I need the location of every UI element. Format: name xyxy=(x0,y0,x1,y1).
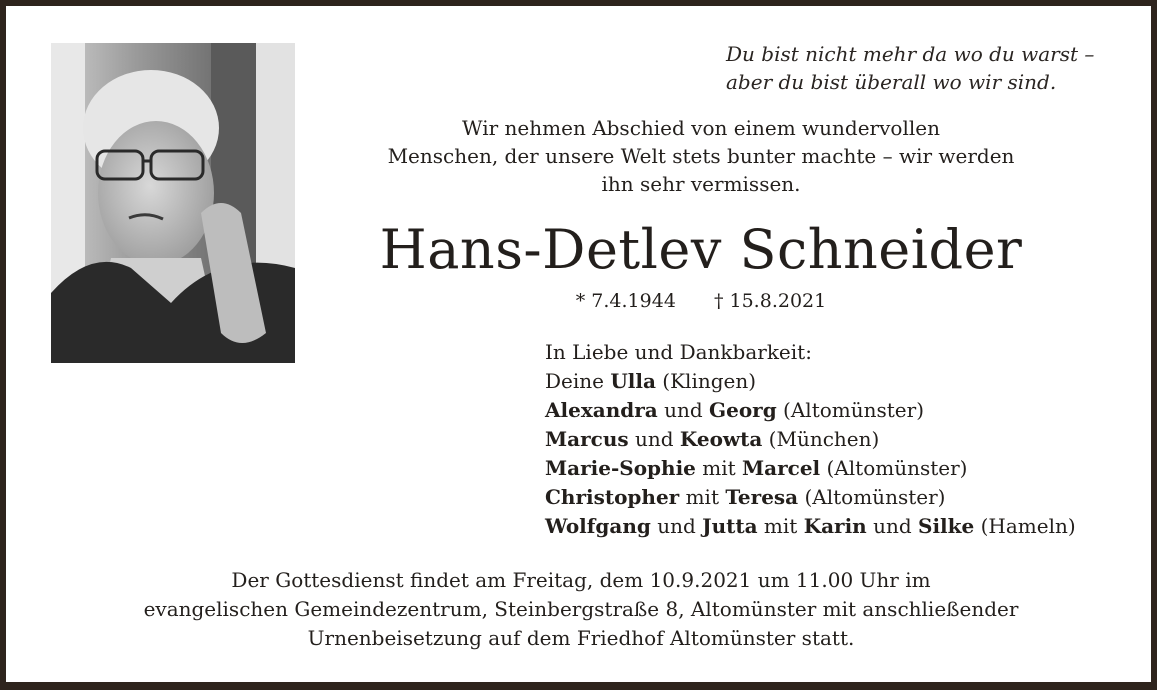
mourner-name: Marcel xyxy=(742,456,821,480)
farewell-line: Menschen, der unsere Welt stets bunter machte – wir werden xyxy=(387,144,1015,168)
mourner-name: Jutta xyxy=(702,514,758,538)
farewell-line: Wir nehmen Abschied von einem wundervollen xyxy=(462,116,940,140)
service-info xyxy=(66,566,1096,653)
service-line: Urnenbeisetzung auf dem Friedhof Altomünster statt. xyxy=(307,626,855,650)
mourner-name: Wolfgang xyxy=(545,514,651,538)
mourner-name: Silke xyxy=(918,514,975,538)
mourner-row: Deine Ulla (Klingen) xyxy=(545,369,757,393)
memorial-quote xyxy=(726,40,1094,96)
quote-line: aber du bist überall wo wir sind. xyxy=(726,70,1057,94)
mourner-name: Christopher xyxy=(545,485,680,509)
mourner-name: Ulla xyxy=(610,369,656,393)
farewell-text xyxy=(346,114,1056,198)
service-line: evangelischen Gemeindezentrum, Steinbergstraße 8, Altomünster mit anschließender xyxy=(143,597,1019,621)
life-dates xyxy=(306,287,1096,315)
mourner-row: Marie-Sophie mit Marcel (Altomünster) xyxy=(545,456,968,480)
birth-date: * 7.4.1944 xyxy=(575,290,676,312)
mourner-row: Marcus und Keowta (München) xyxy=(545,427,880,451)
mourner-name: Marcus xyxy=(545,427,629,451)
mourner-name: Georg xyxy=(709,398,777,422)
mourner-row: Christopher mit Teresa (Altomünster) xyxy=(545,485,946,509)
mourners-list xyxy=(545,338,1076,541)
death-date: † 15.8.2021 xyxy=(713,290,827,312)
mourner-name: Alexandra xyxy=(545,398,658,422)
service-line: Der Gottesdienst findet am Freitag, dem 10.9.2021 um 11.00 Uhr im xyxy=(231,568,931,592)
mourner-name: Keowta xyxy=(679,427,763,451)
farewell-line: ihn sehr vermissen. xyxy=(601,172,801,196)
quote-line: Du bist nicht mehr da wo du warst – xyxy=(726,42,1095,66)
mourners-heading: In Liebe und Dankbarkeit: xyxy=(545,340,812,364)
mourner-name: Marie-Sophie xyxy=(545,456,696,480)
obituary-card xyxy=(6,6,1151,682)
mourner-row: Alexandra und Georg (Altomünster) xyxy=(545,398,925,422)
mourner-name: Karin xyxy=(803,514,867,538)
deceased-name: Hans-Detlev Schneider xyxy=(379,218,1023,281)
portrait-photo xyxy=(51,43,295,363)
mourner-row: Wolfgang und Jutta mit Karin und Silke (Hameln) xyxy=(545,514,1076,538)
mourner-name: Teresa xyxy=(725,485,799,509)
